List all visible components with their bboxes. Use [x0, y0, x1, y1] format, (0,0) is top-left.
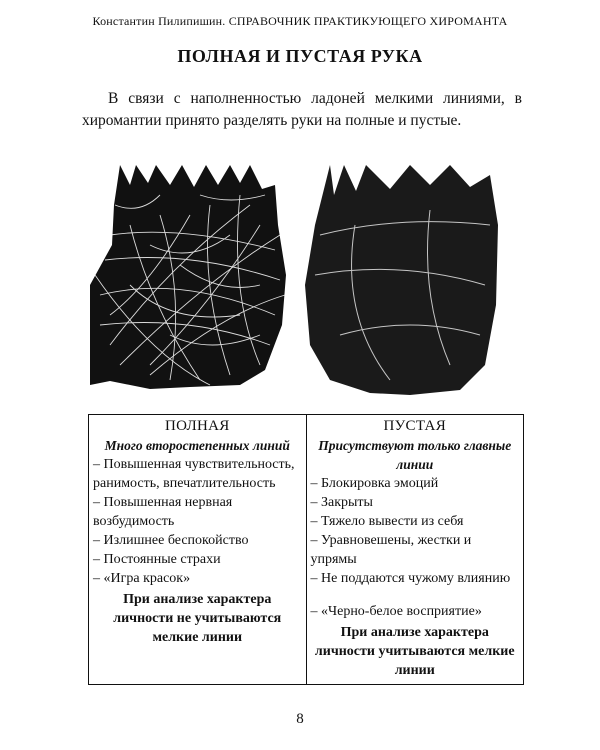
- empty-subheading: Присутствуют только главные линии: [318, 438, 512, 472]
- full-item: – «Игра красок»: [93, 571, 191, 586]
- empty-item: – Не поддаются чужому влиянию: [310, 571, 511, 586]
- empty-hand-column: [306, 415, 524, 685]
- empty-item: – Блокировка эмоций: [310, 476, 439, 491]
- page-number: 8: [296, 711, 304, 727]
- full-conclusion: При анализе характера личности не учитываются мелкие линии: [113, 592, 282, 645]
- full-item: – Постоянные страхи: [93, 552, 221, 567]
- full-subheading: Много второстепенных линий: [104, 438, 290, 453]
- empty-conclusion: При анализе характера личности учитываются мелкие линии: [314, 625, 515, 678]
- page-title: ПОЛНАЯ И ПУСТАЯ РУКА: [177, 46, 423, 66]
- full-item: – Повышенная чувствительность, ранимость, впечатлительность: [93, 457, 295, 491]
- full-hand-column: [89, 415, 307, 685]
- empty-item: – Закрыты: [310, 495, 373, 510]
- empty-extra-item: – «Черно-белое восприятие»: [310, 604, 482, 619]
- empty-item: – Уравновешены, жестки и упрямы: [310, 533, 472, 567]
- empty-heading: ПУСТАЯ: [383, 418, 446, 434]
- full-item: – Повышенная нервная возбудимость: [93, 495, 233, 529]
- intro-paragraph: В связи с наполненностью ладоней мелкими линиями, в хиромантии принято разделять руки на полные и пустые.: [82, 90, 522, 129]
- empty-palm-image: [300, 165, 500, 405]
- full-item: – Излишнее беспокойство: [93, 533, 249, 548]
- empty-item: – Тяжело вывести из себя: [310, 514, 464, 529]
- empty-palm-print: [300, 165, 500, 405]
- running-header: Константин Пилипишин. СПРАВОЧНИК ПРАКТИКУЮЩЕГО ХИРОМАНТА: [92, 14, 508, 28]
- full-heading: ПОЛНАЯ: [164, 418, 230, 434]
- full-palm-image: [90, 165, 290, 405]
- comparison-table: [88, 414, 524, 685]
- full-palm-print: [90, 165, 290, 405]
